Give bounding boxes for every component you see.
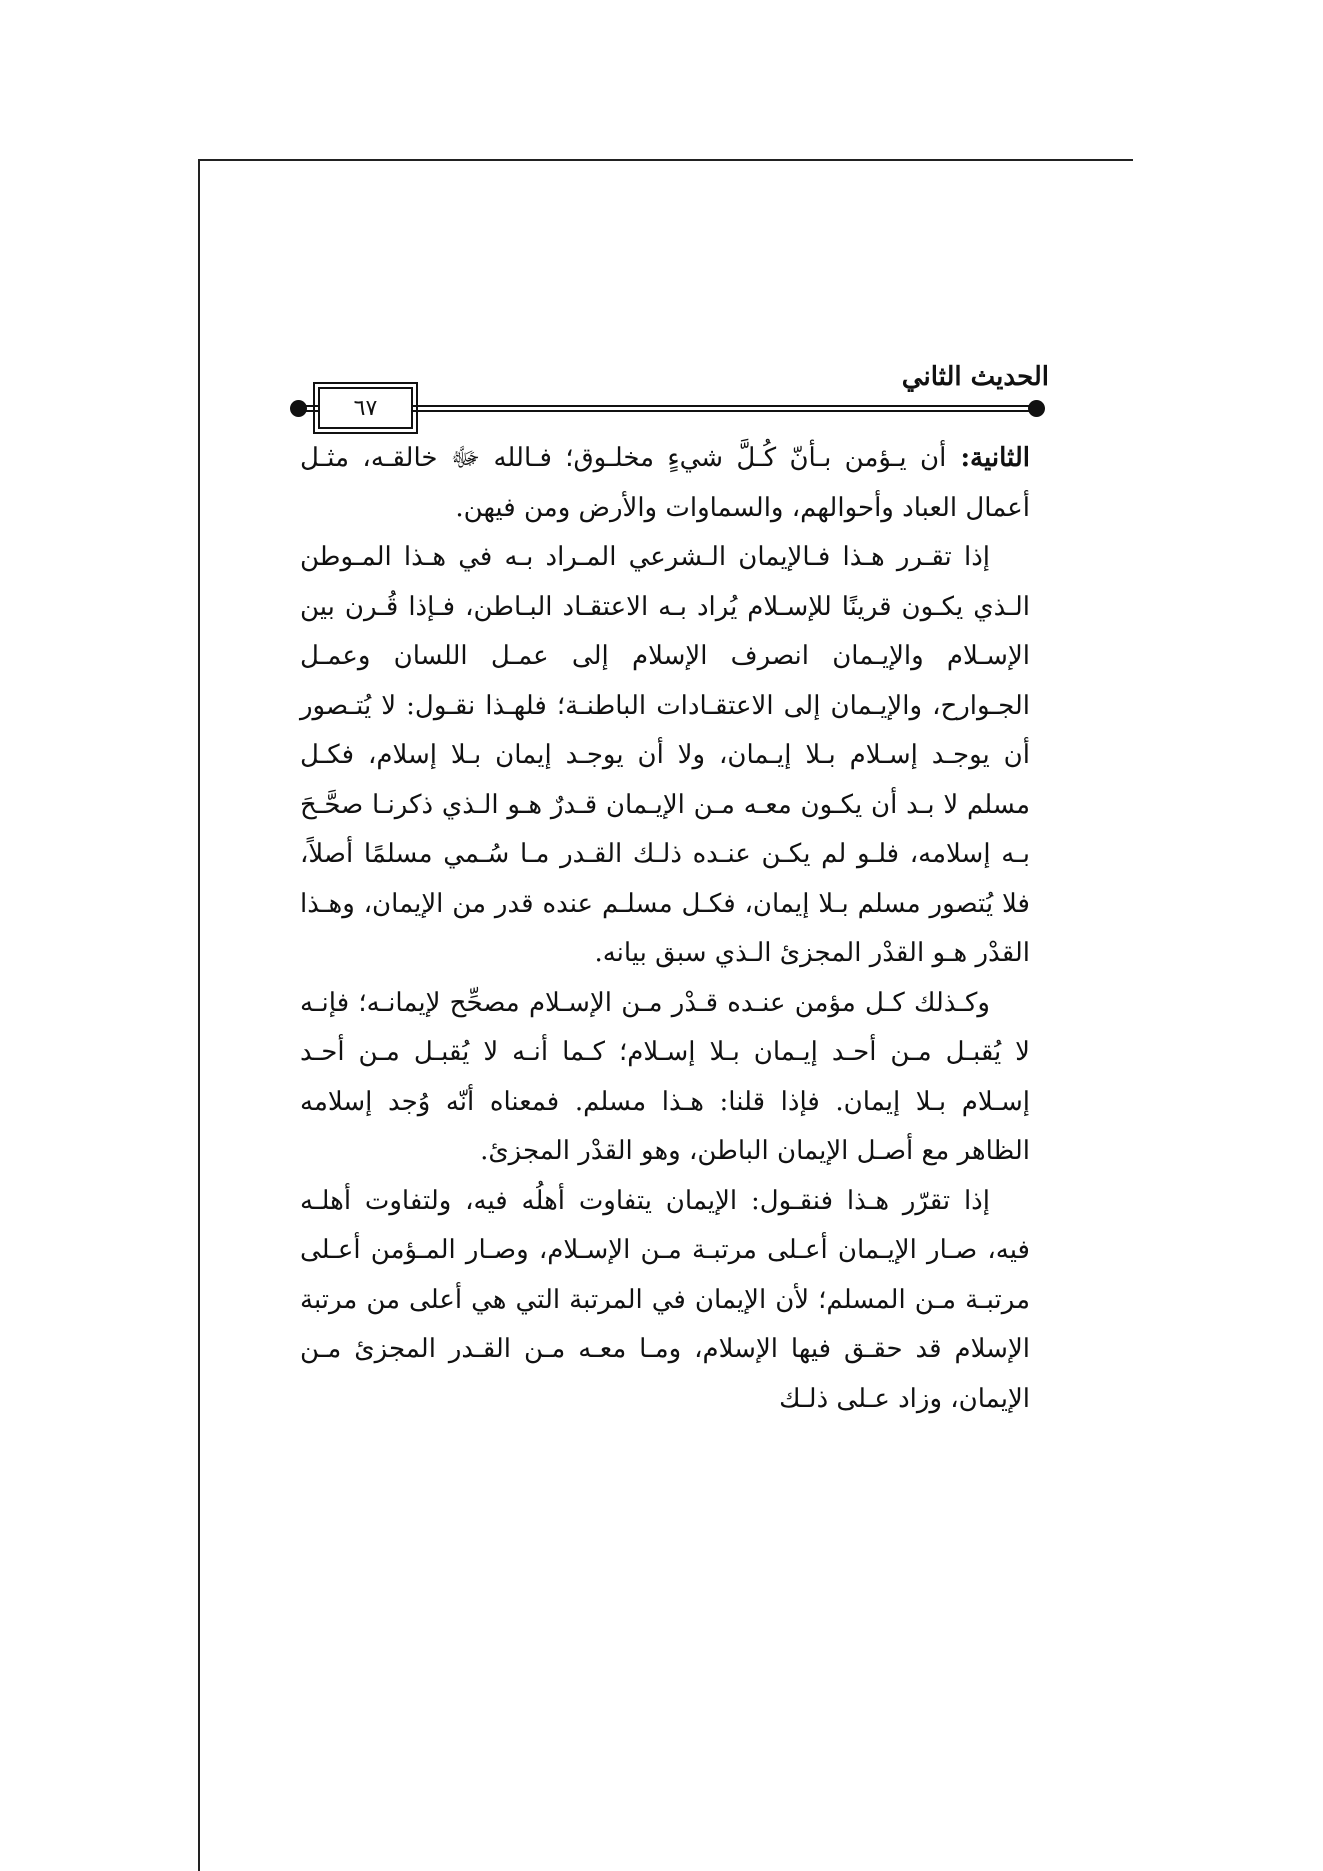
scan-frame-left-border	[198, 159, 200, 1871]
scan-frame-top-border	[198, 159, 1133, 161]
rule-end-dot-left	[290, 400, 307, 417]
page-number: ٦٧	[353, 395, 378, 421]
running-header-title: الحديث الثاني	[901, 362, 1049, 392]
page-body-text	[300, 434, 1030, 1424]
paragraph-1	[300, 434, 1030, 533]
paragraph-4: إذا تقرّر هـذا فنقـول: الإيمان يتفاوت أهلُه فيه، ولتفاوت أهلـه فيه، صـار الإيـمان أعـلى مرتبـة مـن الإسـلام، وصـار المـؤمن أعـلى مرتبـة مـن المسلم؛ لأن الإيمان في المرتبة التي هي أعلى من مرتبة الإسلام قد حقـق فيها الإسلام، ومـا معـه مـن القـدر المجزئ مـن الإيمان، وزاد عـلى ذلـك	[300, 1185, 1030, 1414]
paragraph-text: أن يـؤمن بـأنّ كُـلَّ شيءٍ مخلـوق؛ فـالله ﷻ خالقـه، مثـل أعمال العباد وأحوالهم، والسماوات والأرض ومن فيهن.	[300, 443, 1030, 523]
rule-end-dot-right	[1028, 400, 1045, 417]
paragraph-2: إذا تقـرر هـذا فـالإيمان الـشرعي المـراد بـه في هـذا المـوطن الـذي يكـون قرينًا للإسـلام يُراد بـه الاعتقـاد البـاطن، فـإذا قُـرن بين الإسـلام والإيـمان انصرف الإسلام إلى عمـل اللسان وعمـل الجـوارح، والإيـمان إلى الاعتقـادات الباطنـة؛ فلهـذا نقـول: لا يُتـصور أن يوجـد إسـلام بـلا إيـمان، ولا أن يوجـد إيمان بـلا إسلام، فكـل مسلم لا بـد أن يكـون معـه مـن الإيـمان قـدرٌ هـو الـذي ذكرنـا صحَّـحَ بـه إسلامه، فلـو لم يكـن عنـده ذلـك القـدر مـا سُـمي مسلمًا أصلاً، فلا يُتصور مسلم بـلا إيمان، فكـل مسلـم عنده قدر من الإيمان، وهـذا القدْر هـو القدْر المجزئ الـذي سبق بيانه.	[300, 542, 1031, 968]
paragraph-lead-word: الثانية:	[946, 443, 1030, 473]
paragraph-3: وكـذلك كـل مؤمن عنـده قـدْر مـن الإسـلام مصحِّح لإيمانـه؛ فإنـه لا يُقبـل مـن أحـد إيـمان بـلا إسـلام؛ كـما أنـه لا يُقبـل مـن أحـد إسـلام بـلا إيمان. فإذا قلنا: هـذا مسلم. فمعناه أنّه وُجد إسلامه الظاهر مع أصـل الإيمان الباطن، وهو القدْر المجزئ.	[300, 987, 1030, 1166]
page-number-box	[318, 387, 413, 429]
